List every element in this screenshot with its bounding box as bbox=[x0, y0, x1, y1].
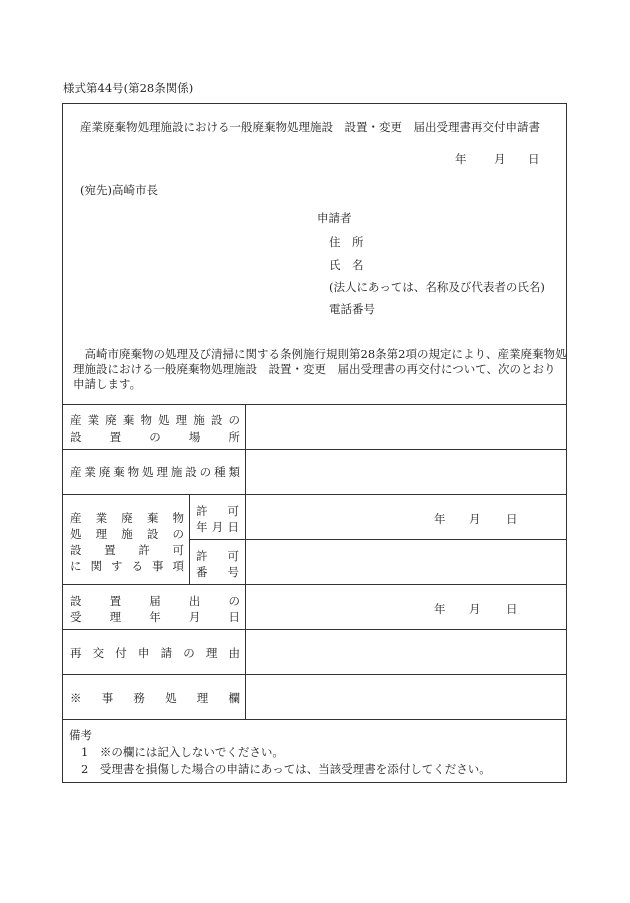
application-form bbox=[62, 103, 567, 783]
permit-date-year-label: 年 bbox=[434, 512, 446, 526]
receipt-date-month-label: 月 bbox=[469, 602, 481, 616]
permit-date-label-line1: 許可 bbox=[196, 504, 239, 518]
receipt-date-year-label: 年 bbox=[434, 602, 446, 616]
row1-input-cell[interactable] bbox=[251, 409, 559, 445]
row-divider bbox=[63, 494, 566, 495]
office-use-cell bbox=[251, 679, 559, 715]
statement-line-1: 高崎市廃棄物の処理及び清掃に関する条例施行規則第28条第2項の規定により、産業廃棄物処 bbox=[73, 347, 567, 361]
table-top-border bbox=[63, 404, 566, 405]
row-divider bbox=[63, 674, 566, 675]
row3-label-line1: 産業廃棄物 bbox=[70, 511, 184, 525]
notes-heading: 備考 bbox=[69, 728, 92, 742]
permit-date-label-line2: 年月日 bbox=[196, 520, 239, 534]
permit-date-month-label: 月 bbox=[469, 512, 481, 526]
row1-label-line2: 設置の場所 bbox=[70, 430, 240, 444]
subcolumn-divider bbox=[189, 494, 190, 584]
permit-number-input-cell[interactable] bbox=[251, 544, 559, 580]
row2-label: 産業廃棄物処理施設の種類 bbox=[70, 465, 240, 479]
applicant-phone-label: 電話番号 bbox=[329, 302, 375, 316]
permit-number-label-line2: 番号 bbox=[196, 565, 239, 579]
permit-date-day-label: 日 bbox=[506, 512, 518, 526]
table-bottom-border bbox=[63, 719, 566, 720]
row4-label-line1: 設置届出の bbox=[70, 594, 240, 608]
row-divider bbox=[63, 449, 566, 450]
row-divider bbox=[63, 629, 566, 630]
permit-number-label-line1: 許可 bbox=[196, 549, 239, 563]
row1-label-line1: 産業廃棄物処理施設の bbox=[70, 413, 240, 427]
form-title: 産業廃棄物処理施設における一般廃棄物処理施設 設置・変更 届出受理書再交付申請書 bbox=[80, 120, 540, 134]
statement-line-3: 申請します。 bbox=[73, 377, 142, 391]
reason-input-cell[interactable] bbox=[251, 634, 559, 670]
applicant-name-label: 氏 名 bbox=[329, 258, 364, 272]
row2-input-cell[interactable] bbox=[251, 454, 559, 490]
applicant-address-label: 住 所 bbox=[329, 235, 364, 249]
row-divider bbox=[63, 584, 566, 585]
date-year-label: 年 bbox=[455, 152, 467, 166]
row3-label-line4: に関する事項 bbox=[70, 559, 184, 573]
statement-line-2: 理施設における一般廃棄物処理施設 設置・変更 届出受理書の再交付について、次のとおり bbox=[73, 362, 556, 376]
date-month-label: 月 bbox=[494, 152, 506, 166]
form-number: 様式第44号(第28条関係) bbox=[63, 81, 194, 95]
applicant-corporation-note: (法人にあっては、名称及び代表者の氏名) bbox=[329, 280, 545, 294]
row4-label-line2: 受理年月日 bbox=[70, 610, 240, 624]
note-item-1: 1 ※の欄には記入しないでください。 bbox=[81, 745, 284, 759]
row6-label: ※事務処理欄 bbox=[70, 691, 240, 705]
applicant-label: 申請者 bbox=[317, 211, 352, 225]
column-divider bbox=[245, 404, 246, 719]
row5-label: 再交付申請の理由 bbox=[70, 646, 240, 660]
date-day-label: 日 bbox=[528, 152, 540, 166]
receipt-date-day-label: 日 bbox=[506, 602, 518, 616]
addressee: (宛先)高崎市長 bbox=[80, 183, 158, 197]
row3-label-line3: 設置許可 bbox=[70, 543, 184, 557]
row3-label-line2: 処理施設の bbox=[70, 527, 184, 541]
note-item-2: 2 受理書を損傷した場合の申請にあっては、当該受理書を添付してください。 bbox=[81, 762, 491, 776]
